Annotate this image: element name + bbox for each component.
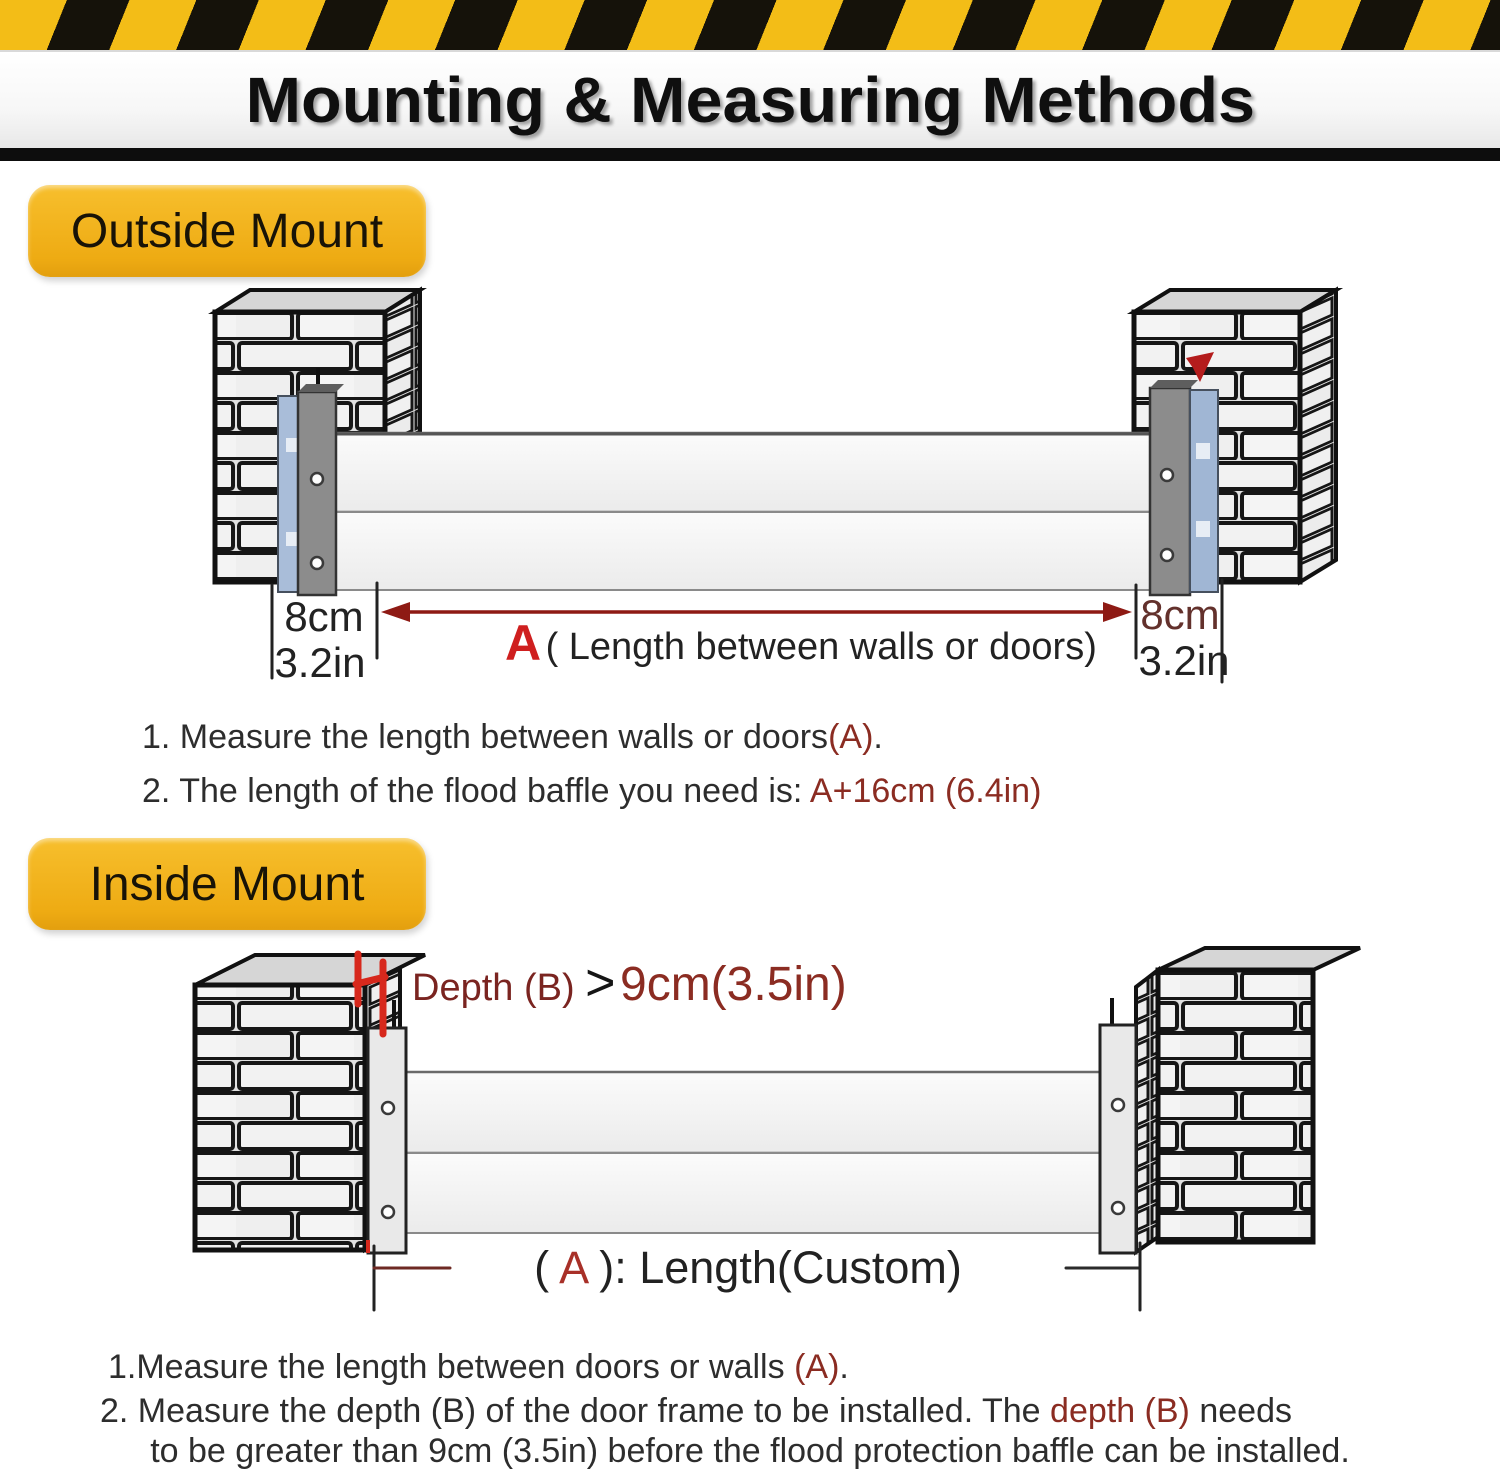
outside-step-2: 2. The length of the flood baffle you need is: A+16cm (6.4in) [142,772,1042,810]
seal-mark [286,438,298,452]
screw-icon [382,1102,394,1114]
page-title: Mounting & Measuring Methods [245,64,1255,136]
inside-right-pillar [1136,948,1360,1252]
dim-label-left-in: 3.2in [274,639,366,686]
pillar-front-face [195,985,365,1250]
pillar-side-face [1300,290,1336,582]
dim-label-right-in: 3.2in [1138,637,1230,684]
pillar-side-face [1136,970,1158,1252]
screw-icon [311,557,323,569]
flood-baffle [406,1072,1106,1233]
pillar-top-face [1158,948,1360,970]
baffle-board-top [332,433,1180,512]
seal-strip [278,396,298,592]
screw-icon [1112,1202,1124,1214]
inside-dimensions [374,1242,1140,1310]
outside-mount-badge-label: Outside Mount [70,204,384,258]
arrowhead-left [381,602,410,622]
baffle-board-bottom [332,512,1180,590]
outside-step-1: 1. Measure the length between walls or doors(A). [142,718,883,756]
dim-label-left-cm: 8cm [284,593,364,640]
inside-step-2-line2: to be greater than 9cm (3.5in) before the flood protection baffle can be installed. [150,1432,1350,1470]
screw-icon [1161,469,1173,481]
baffle-board-top [406,1072,1106,1153]
title-band [0,52,1500,148]
inside-right-channel [1100,998,1136,1253]
inside-step-1: 1.Measure the length between doors or walls (A). [108,1348,849,1386]
screw-icon [382,1206,394,1218]
mounting-channel [368,1028,406,1253]
seal-mark [286,532,298,546]
inside-step-2-line1: 2. Measure the depth (B) of the door frame to be installed. The depth (B) needs [100,1392,1292,1430]
depth-label: Depth (B) > 9cm(3.5in) [412,954,847,1012]
flood-baffle [332,433,1180,590]
baffle-board-bottom [406,1153,1106,1233]
channel-top-cap [298,384,344,392]
span-length-label: A ( Length between walls or doors) [505,615,1097,671]
arrowhead-right [1103,602,1132,622]
depth-annotation [356,954,847,1034]
inside-left-channel [368,1000,406,1253]
inside-mount-badge [28,838,426,930]
outside-left-channel [278,368,344,595]
screw-icon [311,473,323,485]
header-divider [0,148,1500,161]
pillar-front-face [1158,970,1313,1242]
outside-mount-diagram [0,280,1500,700]
mounting-channel [1150,388,1190,595]
hazard-stripe-banner [0,0,1500,52]
mounting-channel [1100,1025,1136,1253]
outside-dimensions [272,580,1230,686]
seal-mark [1196,443,1210,459]
seal-mark [1196,521,1210,537]
outside-mount-badge [28,185,426,277]
channel-top-cap [1150,380,1198,388]
inside-mount-badge-label: Inside Mount [89,857,365,911]
custom-length-label: ( A ): Length(Custom) [534,1242,962,1293]
screw-icon [1161,549,1173,561]
screw-icon [1112,1099,1124,1111]
inside-mount-diagram [0,940,1500,1330]
dim-label-right-cm: 8cm [1140,591,1220,638]
seal-strip [1190,390,1218,592]
